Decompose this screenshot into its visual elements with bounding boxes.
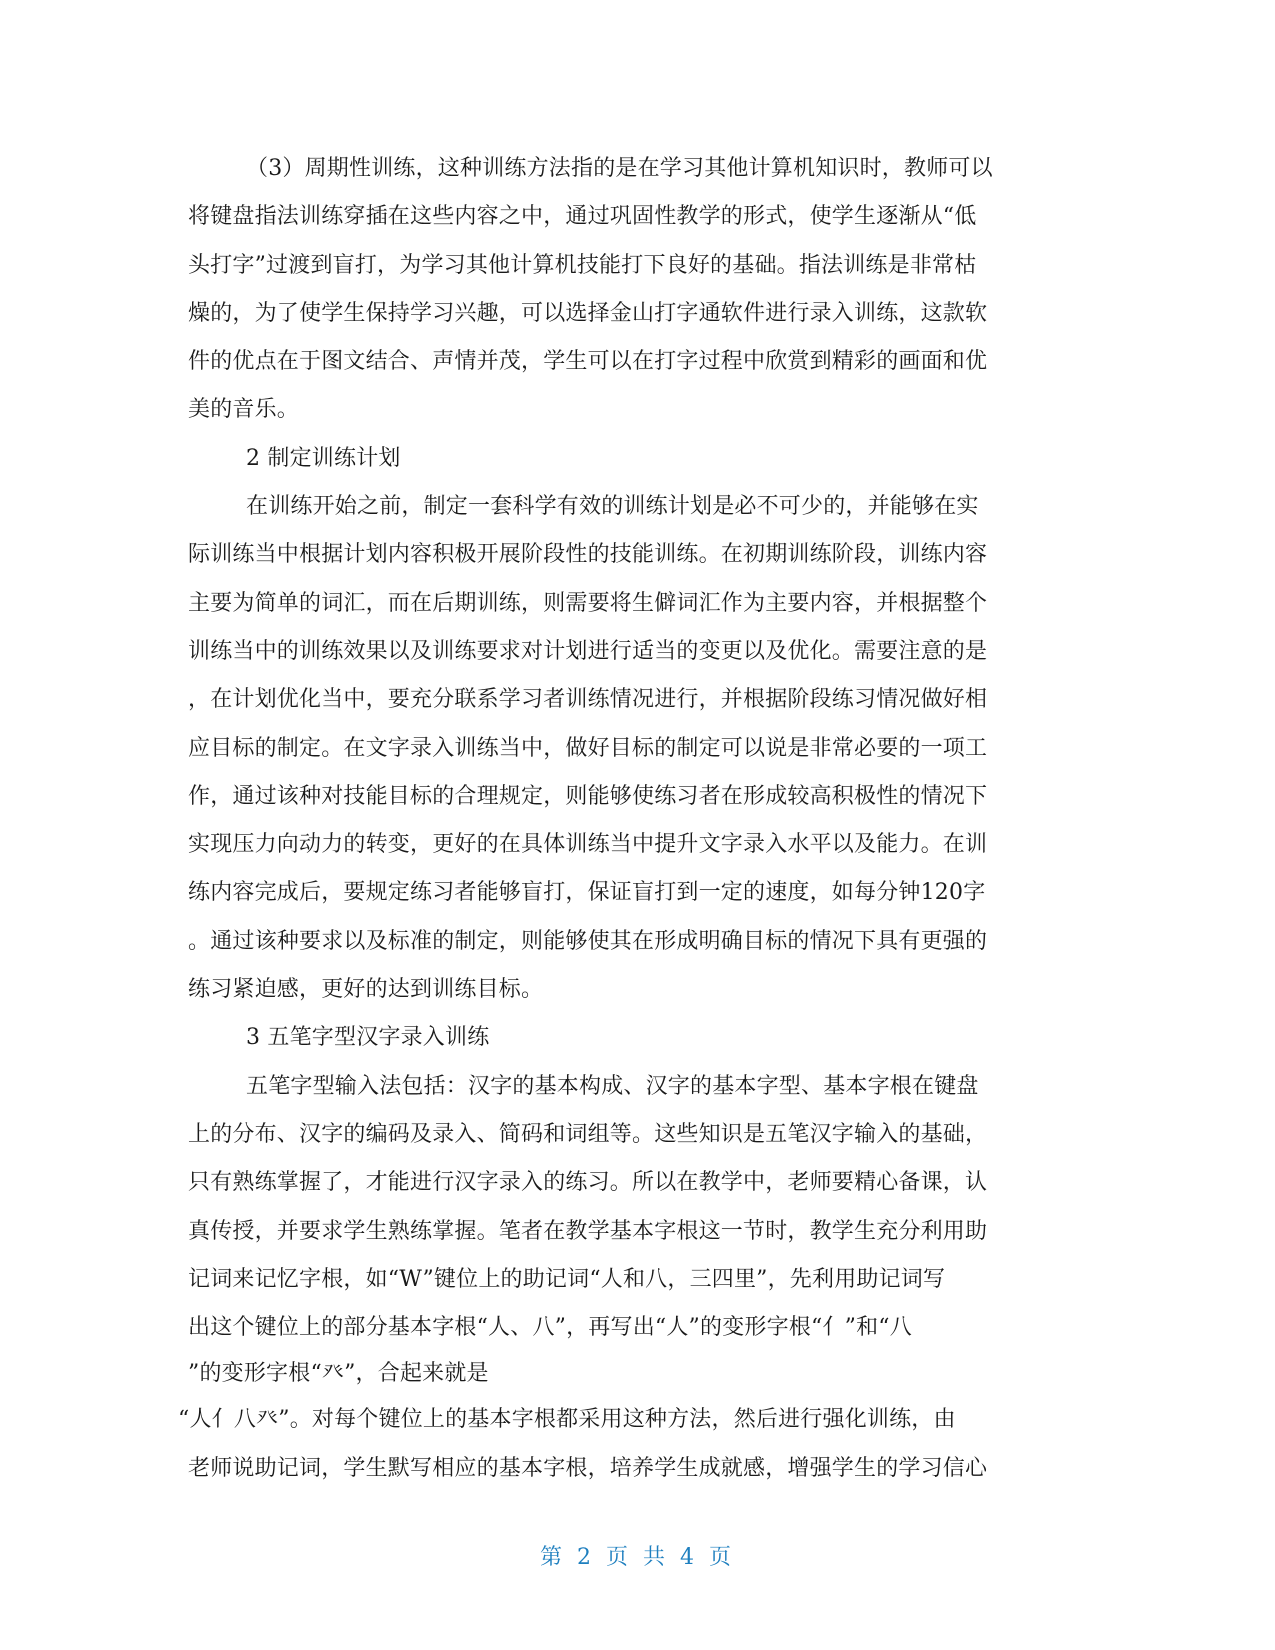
paragraph-line: 将键盘指法训练穿插在这些内容之中，通过巩固性教学的形式，使学生逐渐从“低	[188, 204, 977, 230]
paragraph-line: 老师说助记词，学生默写相应的基本字根，培养学生成就感，增强学生的学习信心	[188, 1455, 988, 1481]
paragraph-line: 真传授，并要求学生熟练掌握。笔者在教学基本字根这一节时，教学生充分利用助	[188, 1218, 988, 1244]
section-heading: 3 五笔字型汉字录入训练	[246, 1025, 490, 1051]
paragraph-line: 件的优点在于图文结合、声情并茂，学生可以在打字过程中欣赏到精彩的画面和优	[188, 349, 988, 375]
paragraph-line: 出这个键位上的部分基本字根“人、八”，再写出“人”的变形字根“亻”和“八	[188, 1315, 912, 1341]
paragraph-line: 只有熟练掌握了，才能进行汉字录入的练习。所以在教学中，老师要精心备课，认	[188, 1170, 988, 1196]
paragraph-line: 练习紧迫感，更好的达到训练目标。	[188, 977, 544, 1003]
paragraph-line: 主要为简单的词汇，而在后期训练，则需要将生僻词汇作为主要内容，并根据整个	[188, 590, 988, 616]
paragraph-line: ”的变形字根“癶”，合起来就是	[188, 1361, 489, 1387]
paragraph-line: 应目标的制定。在文字录入训练当中，做好目标的制定可以说是非常必要的一项工	[188, 735, 988, 761]
paragraph-line: 上的分布、汉字的编码及录入、简码和词组等。这些知识是五笔汉字输入的基础，	[188, 1121, 988, 1147]
paragraph-line: 五笔字型输入法包括：汉字的基本构成、汉字的基本字型、基本字根在键盘	[246, 1073, 979, 1099]
paragraph-line: 。通过该种要求以及标准的制定，则能够使其在形成明确目标的情况下具有更强的	[188, 928, 988, 954]
paragraph-line: 训练当中的训练效果以及训练要求对计划进行适当的变更以及优化。需要注意的是	[188, 638, 988, 664]
paragraph-line: 燥的，为了使学生保持学习兴趣，可以选择金山打字通软件进行录入训练，这款软	[188, 300, 988, 326]
paragraph-line: 作，通过该种对技能目标的合理规定，则能够使练习者在形成较高积极性的情况下	[188, 783, 988, 809]
paragraph-line: 头打字”过渡到盲打，为学习其他计算机技能打下良好的基础。指法训练是非常枯	[188, 252, 977, 278]
document-body	[178, 145, 1084, 1493]
paragraph-line: 际训练当中根据计划内容积极开展阶段性的技能训练。在初期训练阶段，训练内容	[188, 542, 988, 568]
paragraph-line: “人亻八癶”。对每个键位上的基本字根都采用这种方法，然后进行强化训练，由	[178, 1407, 956, 1433]
paragraph-line: 实现压力向动力的转变，更好的在具体训练当中提升文字录入水平以及能力。在训	[188, 832, 988, 858]
paragraph-line: （3）周期性训练，这种训练方法指的是在学习其他计算机知识时，教师可以	[246, 156, 993, 181]
page-footer: 第 2 页 共 4 页	[540, 1545, 735, 1570]
paragraph-line: 在训练开始之前，制定一套科学有效的训练计划是必不可少的，并能够在实	[246, 494, 979, 520]
paragraph-line: ，在计划优化当中，要充分联系学习者训练情况进行，并根据阶段练习情况做好相	[188, 687, 988, 713]
paragraph-line: 练内容完成后，要规定练习者能够盲打，保证盲打到一定的速度，如每分钟120字	[188, 880, 986, 906]
section-heading: 2 制定训练计划	[246, 445, 401, 471]
paragraph-line: 美的音乐。	[188, 397, 300, 423]
paragraph-line: 记词来记忆字根，如“W”键位上的助记词“人和八，三四里”，先利用助记词写	[188, 1266, 946, 1292]
